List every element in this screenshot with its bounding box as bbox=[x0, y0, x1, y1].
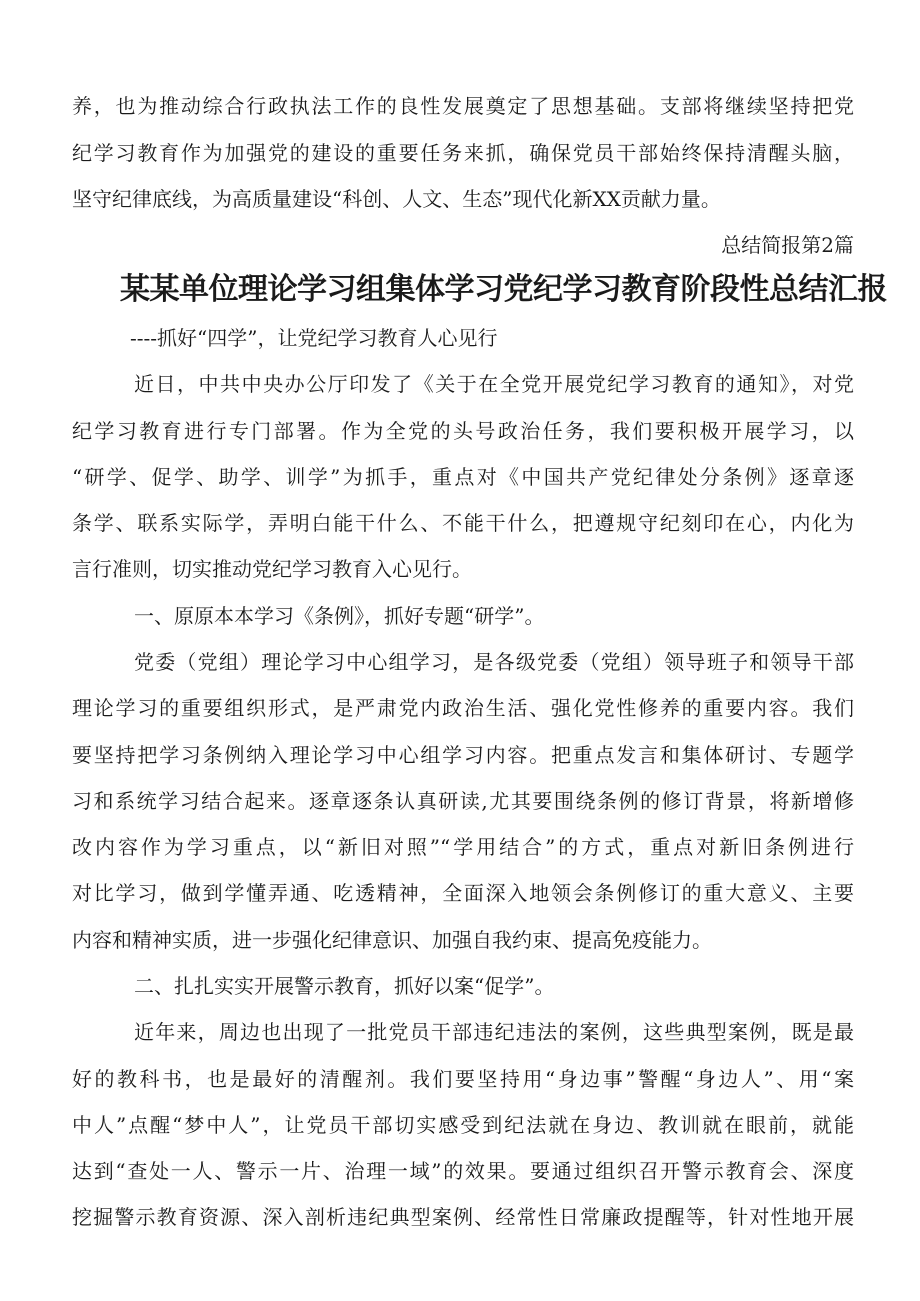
paragraph-line: 党委（党组）理论学习中心组学习，是各级党委（党组）领导班子和领导干部 bbox=[134, 650, 854, 674]
paragraph-line: 改内容作为学习重点，以“新旧对照”“学用结合”的方式，重点对新旧条例进行 bbox=[72, 835, 854, 859]
paragraph-line: 近日，中共中央办公厅印发了《关于在全党开展党纪学习教育的通知》，对党 bbox=[134, 372, 854, 396]
paragraph-line: “研学、促学、助学、训学”为抓手，重点对《中国共产党纪律处分条例》逐章逐 bbox=[72, 465, 854, 489]
section-label: 总结简报第2篇 bbox=[721, 233, 854, 257]
intro-line: 坚守纪律底线，为高质量建设“科创、人文、生态”现代化新XX贡献力量。 bbox=[72, 187, 721, 211]
paragraph-line: 达到“查处一人、警示一片、治理一域”的效果。要通过组织召开警示教育会、深度 bbox=[72, 1159, 854, 1183]
paragraph-line: 条学、联系实际学，弄明白能干什么、不能干什么，把遵规守纪刻印在心，内化为 bbox=[72, 511, 854, 535]
paragraph-line: 中人”点醒“梦中人”，让党员干部切实感受到纪法就在身边、教训就在眼前，就能 bbox=[72, 1113, 854, 1137]
paragraph-line: 对比学习，做到学懂弄通、吃透精神，全面深入地领会条例修订的重大意义、主要 bbox=[72, 881, 854, 905]
paragraph-line: 理论学习的重要组织形式，是严肃党内政治生活、强化党性修养的重要内容。我们 bbox=[72, 696, 854, 720]
paragraph-line: 好的教科书，也是最好的清醒剂。我们要坚持用“身边事”警醒“身边人”、用“案 bbox=[72, 1067, 854, 1091]
paragraph-line: 要坚持把学习条例纳入理论学习中心组学习内容。把重点发言和集体研讨、专题学 bbox=[72, 743, 854, 767]
document-title: 某某单位理论学习组集体学习党纪学习教育阶段性总结汇报 bbox=[120, 272, 887, 307]
intro-line: 纪学习教育作为加强党的建设的重要任务来抓，确保党员干部始终保持清醒头脑， bbox=[72, 141, 854, 165]
paragraph-line: 纪学习教育进行专门部署。作为全党的头号政治任务，我们要积极开展学习，以 bbox=[72, 419, 854, 443]
paragraph-line: 近年来，周边也出现了一批党员干部违纪违法的案例，这些典型案例，既是最 bbox=[134, 1020, 854, 1044]
paragraph-line: 挖掘警示教育资源、深入剖析违纪典型案例、经常性日常廉政提醒等，针对性地开展 bbox=[72, 1205, 854, 1229]
intro-line: 养，也为推动综合行政执法工作的良性发展奠定了思想基础。支部将继续坚持把党 bbox=[72, 94, 854, 118]
paragraph-line: 言行准则，切实推动党纪学习教育入心见行。 bbox=[72, 557, 472, 581]
section-heading: 一、原原本本学习《条例》，抓好专题“研学”。 bbox=[134, 604, 545, 628]
paragraph-line: 内容和精神实质，进一步强化纪律意识、加强自我约束、提高免疫能力。 bbox=[72, 928, 712, 952]
document-subtitle: ----抓好“四学”，让党纪学习教育人心见行 bbox=[130, 326, 498, 350]
paragraph-line: 习和系统学习结合起来。逐章逐条认真研读,尤其要围绕条例的修订背景，将新增修 bbox=[72, 789, 854, 813]
section-heading: 二、扎扎实实开展警示教育，抓好以案“促学”。 bbox=[134, 974, 555, 998]
